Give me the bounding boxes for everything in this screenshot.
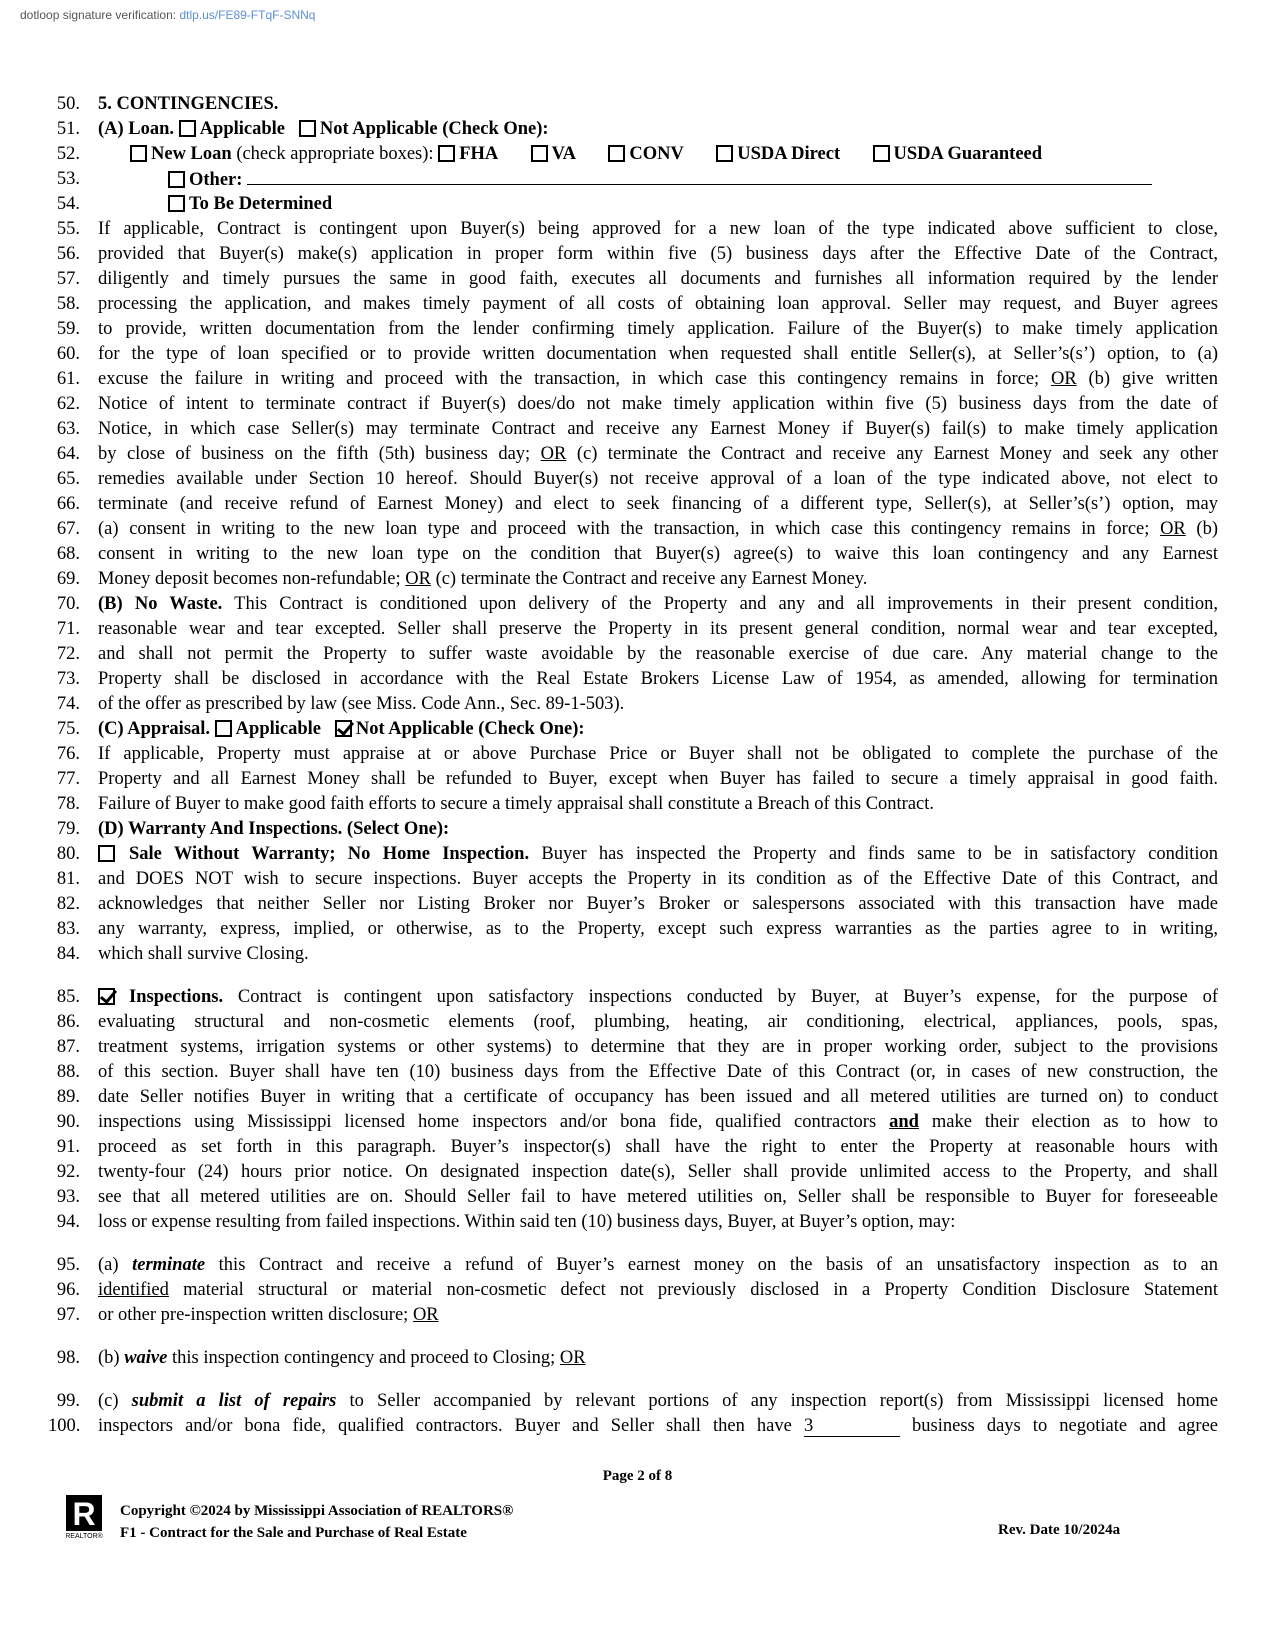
line-80: 80. Sale Without Warranty; No Home Inspection. Buyer has inspected the Property and finds same to be in satisfactory condition (56, 844, 1218, 864)
verification-link[interactable]: dtlp.us/FE89-FTqF-SNNq (179, 8, 316, 22)
line-58: 58. processing the application, and makes timely payment of all costs of obtaining loan approval. Seller may request, and Buyer agrees (56, 294, 1218, 314)
signature-verification (20, 8, 315, 22)
line-68: 68. consent in writing to the new loan type on the condition that Buyer(s) agree(s) to waive this loan contingency and any Earnest (56, 544, 1218, 564)
line-90: 90. inspections using Mississippi licensed home inspectors and/or bona fide, qualified contractors and make their election as to how to (56, 1112, 1218, 1132)
line-73: 73. Property shall be disclosed in accordance with the Real Estate Brokers License Law of 1954, as amended, allowing for termination (56, 669, 1218, 689)
line-88: 88. of this section. Buyer shall have ten (10) business days from the Effective Date of this Contract (or, in cases of new construction, the (56, 1062, 1218, 1082)
loan-not-applicable-checkbox[interactable] (299, 120, 316, 137)
line-71: 71. reasonable wear and tear excepted. Seller shall preserve the Property in its present general condition, normal wear and tear excepted, (56, 619, 1218, 639)
conv-checkbox[interactable] (608, 145, 625, 162)
line-59: 59. to provide, written documentation from the lender confirming timely application. Failure of the Buyer(s) to make timely application (56, 319, 1218, 339)
line-56: 56. provided that Buyer(s) make(s) application in proper form within five (5) business days after the Effective Date of the Contract, (56, 244, 1218, 264)
line-79: 79. (D) Warranty And Inspections. (Select One): (56, 819, 450, 839)
line-69: 69. Money deposit becomes non-refundable; OR (c) terminate the Contract and receive any Earnest Money. (56, 569, 868, 589)
line-77: 77. Property and all Earnest Money shall be refunded to Buyer, except when Buyer has failed to secure a timely appraisal in good faith. (56, 769, 1218, 789)
line-62: 62. Notice of intent to terminate contract if Buyer(s) does/do not make timely application within five (5) business days from the date of (56, 394, 1218, 414)
section-title: 5. CONTINGENCIES. (98, 94, 279, 114)
appraisal-not-applicable-checkbox[interactable] (335, 720, 352, 737)
line-57: 57. diligently and timely pursues the same in good faith, executes all documents and furnishes all information required by the lender (56, 269, 1218, 289)
line-60: 60. for the type of loan specified or to provide written documentation when requested shall entitle Seller(s), at Seller’s(s’) option, to (a) (56, 344, 1218, 364)
line-98: 98. (b) waive this inspection contingency and proceed to Closing; OR (56, 1348, 586, 1368)
other-loan-field[interactable] (247, 167, 1152, 185)
line-72: 72. and shall not permit the Property to suffer waste avoidable by the reasonable exercise of due care. Any material change to the (56, 644, 1218, 664)
line-75: 75. (C) Appraisal. Applicable Not Applicable (Check One): (56, 719, 585, 739)
line-78: 78. Failure of Buyer to make good faith efforts to secure a timely appraisal shall constitute a Breach of this Contract. (56, 794, 935, 814)
line-52: 52. New Loan (check appropriate boxes): FHA VA CONV USDA Direct USDA Guaranteed (56, 144, 1043, 164)
line-95: 95. (a) terminate this Contract and receive a refund of Buyer’s earnest money on the basis of an unsatisfactory inspection as to an (56, 1255, 1218, 1275)
line-97: 97. or other pre-inspection written disclosure; OR (56, 1305, 439, 1325)
line-82: 82. acknowledges that neither Seller nor Listing Broker nor Buyer’s Broker or salespersons associated with this transaction have made (56, 894, 1218, 914)
line-83: 83. any warranty, express, implied, or otherwise, as to the Property, except such express warranties as the parties agree to in writing, (56, 919, 1218, 939)
line-51: 51. (A) Loan. Applicable Not Applicable (Check One): (56, 119, 549, 139)
realtor-logo (66, 1495, 106, 1539)
usda-direct-checkbox[interactable] (716, 145, 733, 162)
line-61: 61. excuse the failure in writing and proceed with the transaction, in which case this contingency remains in force; OR (b) give written (56, 369, 1218, 389)
line-53: 53. Other: (48, 167, 1218, 192)
svg-text:R: R (72, 1496, 96, 1532)
line-67: 67. (a) consent in writing to the new loan type and proceed with the transaction, in which case this contingency remains in force; OR (b) (56, 519, 1218, 539)
line-76: 76. If applicable, Property must appraise at or above Purchase Price or Buyer shall not be obligated to complete the purchase of the (56, 744, 1218, 764)
to-be-determined-checkbox[interactable] (168, 195, 185, 212)
line-55: 55. If applicable, Contract is contingent upon Buyer(s) being approved for a new loan of the type indicated above sufficient to close, (56, 219, 1218, 239)
usda-guaranteed-checkbox[interactable] (873, 145, 890, 162)
line-64: 64. by close of business on the fifth (5th) business day; OR (c) terminate the Contract and receive any Earnest Money and seek any other (56, 444, 1218, 464)
negotiation-days-field[interactable]: 3 (804, 1416, 900, 1437)
fha-checkbox[interactable] (438, 145, 455, 162)
line-92: 92. twenty-four (24) hours prior notice. On designated inspection date(s), Seller shall provide unlimited access to the Property, and shall (56, 1162, 1218, 1182)
line-86: 86. evaluating structural and non-cosmetic elements (roof, plumbing, heating, air conditioning, electrical, appliances, pools, spas, (56, 1012, 1218, 1032)
line-65: 65. remedies available under Section 10 hereof. Should Buyer(s) not receive approval of a loan of the type indicated above, not elect to (56, 469, 1218, 489)
va-checkbox[interactable] (531, 145, 548, 162)
inspections-checkbox[interactable] (98, 988, 115, 1005)
line-54: 54. To Be Determined (56, 194, 333, 214)
copyright-text: Copyright ©2024 by Mississippi Association of REALTORS® (120, 1503, 514, 1519)
line-63: 63. Notice, in which case Seller(s) may terminate Contract and receive any Earnest Money if Buyer(s) fail(s) to make timely application (56, 419, 1218, 439)
footer-copyright (120, 1500, 513, 1544)
line-81: 81. and DOES NOT wish to secure inspections. Buyer accepts the Property in its condition as of the Effective Date of this Contract, and (56, 869, 1218, 889)
line-66: 66. terminate (and receive refund of Earnest Money) and elect to seek financing of a different type, Seller(s), at Seller’s(s’) option, may (56, 494, 1218, 514)
verification-label: dotloop signature verification: (20, 8, 177, 22)
loan-applicable-checkbox[interactable] (179, 120, 196, 137)
line-70: 70. (B) No Waste. This Contract is conditioned upon delivery of the Property and any and all improvements in their present condition, (56, 594, 1218, 614)
no-inspection-checkbox[interactable] (98, 845, 115, 862)
contract-body (48, 92, 1218, 1439)
page-number: Page 2 of 8 (602, 1468, 673, 1484)
line-99: 99. (c) submit a list of repairs to Seller accompanied by relevant portions of any inspection report(s) from Mississippi licensed home (56, 1391, 1218, 1411)
new-loan-checkbox[interactable] (130, 145, 147, 162)
line-87: 87. treatment systems, irrigation systems or other systems) to determine that they are in proper working order, subject to the provisions (56, 1037, 1218, 1057)
line-84: 84. which shall survive Closing. (56, 944, 309, 964)
line-93: 93. see that all metered utilities are on. Should Seller fail to have metered utilities on, Seller shall be responsible to Buyer for foreseeable (56, 1187, 1218, 1207)
other-loan-checkbox[interactable] (168, 171, 185, 188)
line-96: 96. identified material structural or material non-cosmetic defect not previously disclosed in a Property Condition Disclosure Statement (56, 1280, 1218, 1300)
line-50: 50. 5. CONTINGENCIES. (56, 94, 279, 114)
revision-date: Rev. Date 10/2024a (998, 1522, 1121, 1538)
form-name: F1 - Contract for the Sale and Purchase of Real Estate (120, 1525, 467, 1541)
line-94: 94. loss or expense resulting from failed inspections. Within said ten (10) business days, Buyer, at Buyer’s option, may: (56, 1212, 956, 1232)
line-100: 100. inspectors and/or bona fide, qualified contractors. Buyer and Seller shall then have 3 business days to negotiate and agree (48, 1416, 1218, 1436)
line-89: 89. date Seller notifies Buyer in writing that a certificate of occupancy has been issued and all metered utilities are turned on) to conduct (56, 1087, 1218, 1107)
line-85: 85. Inspections. Contract is contingent upon satisfactory inspections conducted by Buyer, at Buyer’s expense, for the purpose of (56, 987, 1218, 1007)
line-91: 91. proceed as set forth in this paragraph. Buyer’s inspector(s) shall have the right to enter the Property at reasonable hours with (56, 1137, 1218, 1157)
svg-text:REALTOR®: REALTOR® (66, 1533, 103, 1539)
appraisal-applicable-checkbox[interactable] (215, 720, 232, 737)
line-74: 74. of the offer as prescribed by law (see Miss. Code Ann., Sec. 89-1-503). (56, 694, 625, 714)
